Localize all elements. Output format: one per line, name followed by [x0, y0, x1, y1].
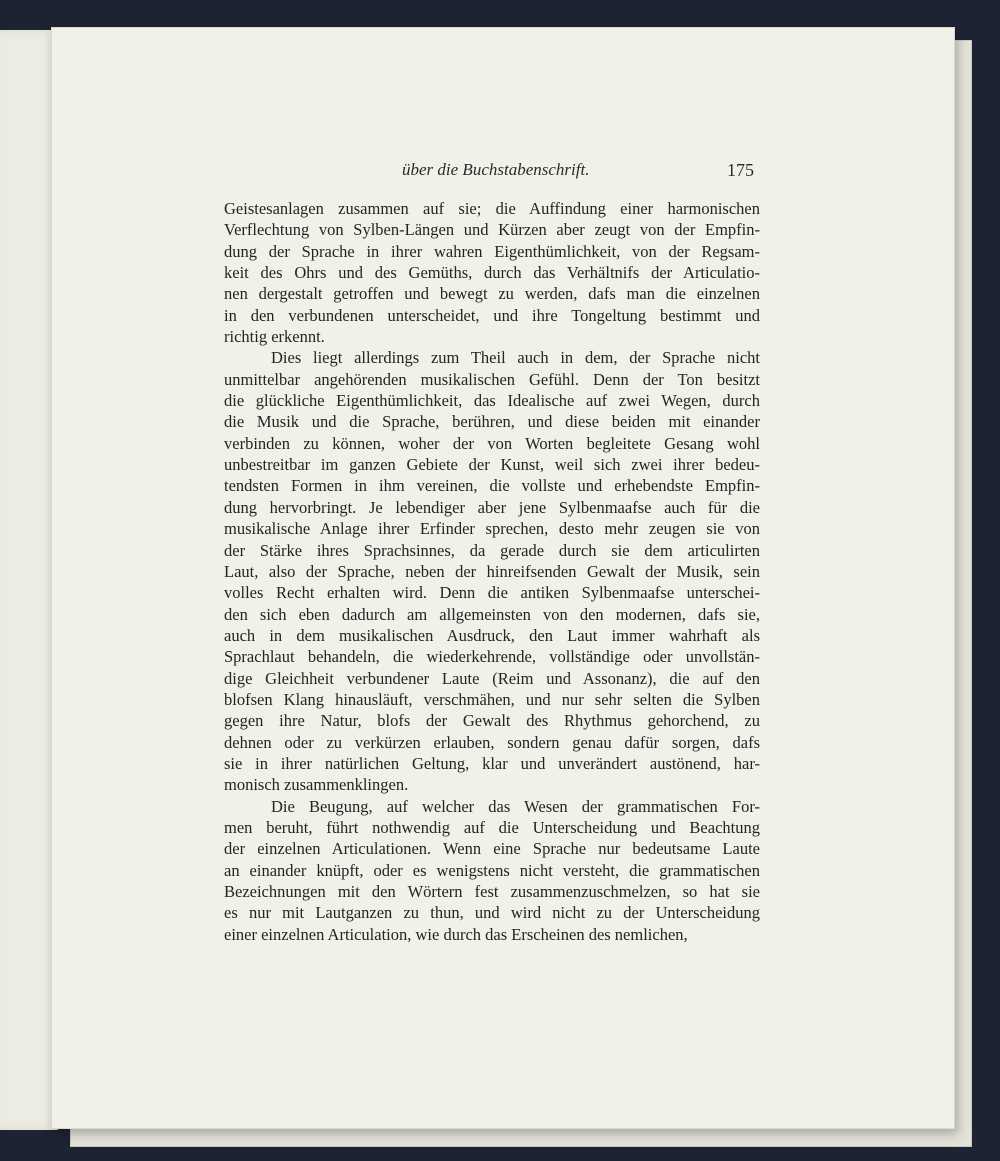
text-line: der einzelnen Articulationen. Wenn eine Sprache nur bedeutsame Laute — [224, 839, 760, 859]
text-line: auch in dem musikalischen Ausdruck, den Laut immer wahrhaft als — [224, 625, 760, 645]
text-line: unbestreitbar im ganzen Gebiete der Kunst, weil sich zwei ihrer bedeu- — [224, 455, 760, 475]
page-number: 175 — [727, 160, 754, 180]
text-line: unmittelbar angehörenden musikalischen Gefühl. Denn der Ton besitzt — [224, 369, 760, 389]
text-line: Geistesanlagen zusammen auf sie; die Auffindung einer harmonischen — [224, 199, 760, 218]
text-line: monisch zusammenklingen. — [224, 775, 409, 795]
text-line: es nur mit Lautganzen zu thun, und wird nicht zu der Unterscheidung — [224, 903, 760, 923]
text-line: musikalische Anlage ihrer Erfinder sprechen, desto mehr zeugen sie von — [224, 519, 760, 539]
text-line: keit des Ohrs und des Gemüths, durch das Verhältnifs der Articulatio- — [224, 263, 760, 283]
text-line: Laut, also der Sprache, neben der hinreifsenden Gewalt der Musik, sein — [224, 561, 760, 581]
text-line: Die Beugung, auf welcher das Wesen der grammatischen For- — [271, 796, 760, 816]
text-line: verbinden zu können, woher der von Worten begleitete Gesang wohl — [224, 433, 760, 453]
text-line: dehnen oder zu verkürzen erlauben, sondern genau dafür sorgen, dafs — [224, 732, 760, 752]
paragraph — [224, 347, 760, 795]
left-page-edge — [0, 30, 58, 1130]
text-line: dige Gleichheit verbundener Laute (Reim und Assonanz), die auf den — [224, 668, 760, 688]
text-line: Sprachlaut behandeln, die wiederkehrende, vollständige oder unvollstän- — [224, 647, 760, 667]
text-line: dung hervorbringt. Je lebendiger aber jene Sylbenmaafse auch für die — [224, 497, 760, 517]
text-line: men beruht, führt nothwendig auf die Unterscheidung und Beachtung — [224, 817, 760, 837]
text-line: richtig erkennt. — [224, 327, 325, 347]
running-head — [52, 160, 954, 186]
text-line: Verflechtung von Sylben-Längen und Kürzen aber zeugt von der Empfin- — [224, 220, 760, 240]
text-line: an einander knüpft, oder es wenigstens nicht versteht, die grammatischen — [224, 860, 760, 880]
text-line: der Stärke ihres Sprachsinnes, da gerade durch sie dem articulirten — [224, 540, 760, 560]
text-line: Dies liegt allerdings zum Theil auch in dem, der Sprache nicht — [271, 348, 760, 368]
text-line: volles Recht erhalten wird. Denn die antiken Sylbenmaafse unterschei- — [224, 583, 760, 603]
text-line: dung der Sprache in ihrer wahren Eigenthümlichkeit, von der Regsam- — [224, 241, 760, 261]
paragraph — [224, 198, 760, 347]
text-line: die glückliche Eigenthümlichkeit, das Idealische auf zwei Wegen, durch — [224, 391, 760, 411]
text-line: gegen ihre Natur, blofs der Gewalt des Rhythmus gehorchend, zu — [224, 711, 760, 731]
text-line: blofsen Klang hinausläuft, verschmähen, und nur sehr selten die Sylben — [224, 689, 760, 709]
running-title: über die Buchstabenschrift. — [402, 160, 590, 179]
text-line: einer einzelnen Articulation, wie durch das Erscheinen des nemlichen, — [224, 924, 688, 944]
text-line: nen dergestalt getroffen und bewegt zu werden, dafs man die einzelnen — [224, 284, 760, 304]
book-page — [52, 28, 954, 1128]
paragraph — [224, 796, 760, 945]
body-text — [224, 198, 760, 945]
text-line: Bezeichnungen mit den Wörtern fest zusammenzuschmelzen, so hat sie — [224, 882, 760, 901]
text-line: in den verbundenen unterscheidet, und ihre Tongeltung bestimmt und — [224, 305, 760, 325]
text-line: sie in ihrer natürlichen Geltung, klar und unverändert austönend, har- — [224, 753, 760, 773]
text-line: die Musik und die Sprache, berühren, und diese beiden mit einander — [224, 412, 760, 432]
text-line: den sich eben dadurch am allgemeinsten von den modernen, dafs sie, — [224, 604, 760, 624]
text-line: tendsten Formen in ihm vereinen, die vollste und erhebendste Empfin- — [224, 476, 760, 496]
